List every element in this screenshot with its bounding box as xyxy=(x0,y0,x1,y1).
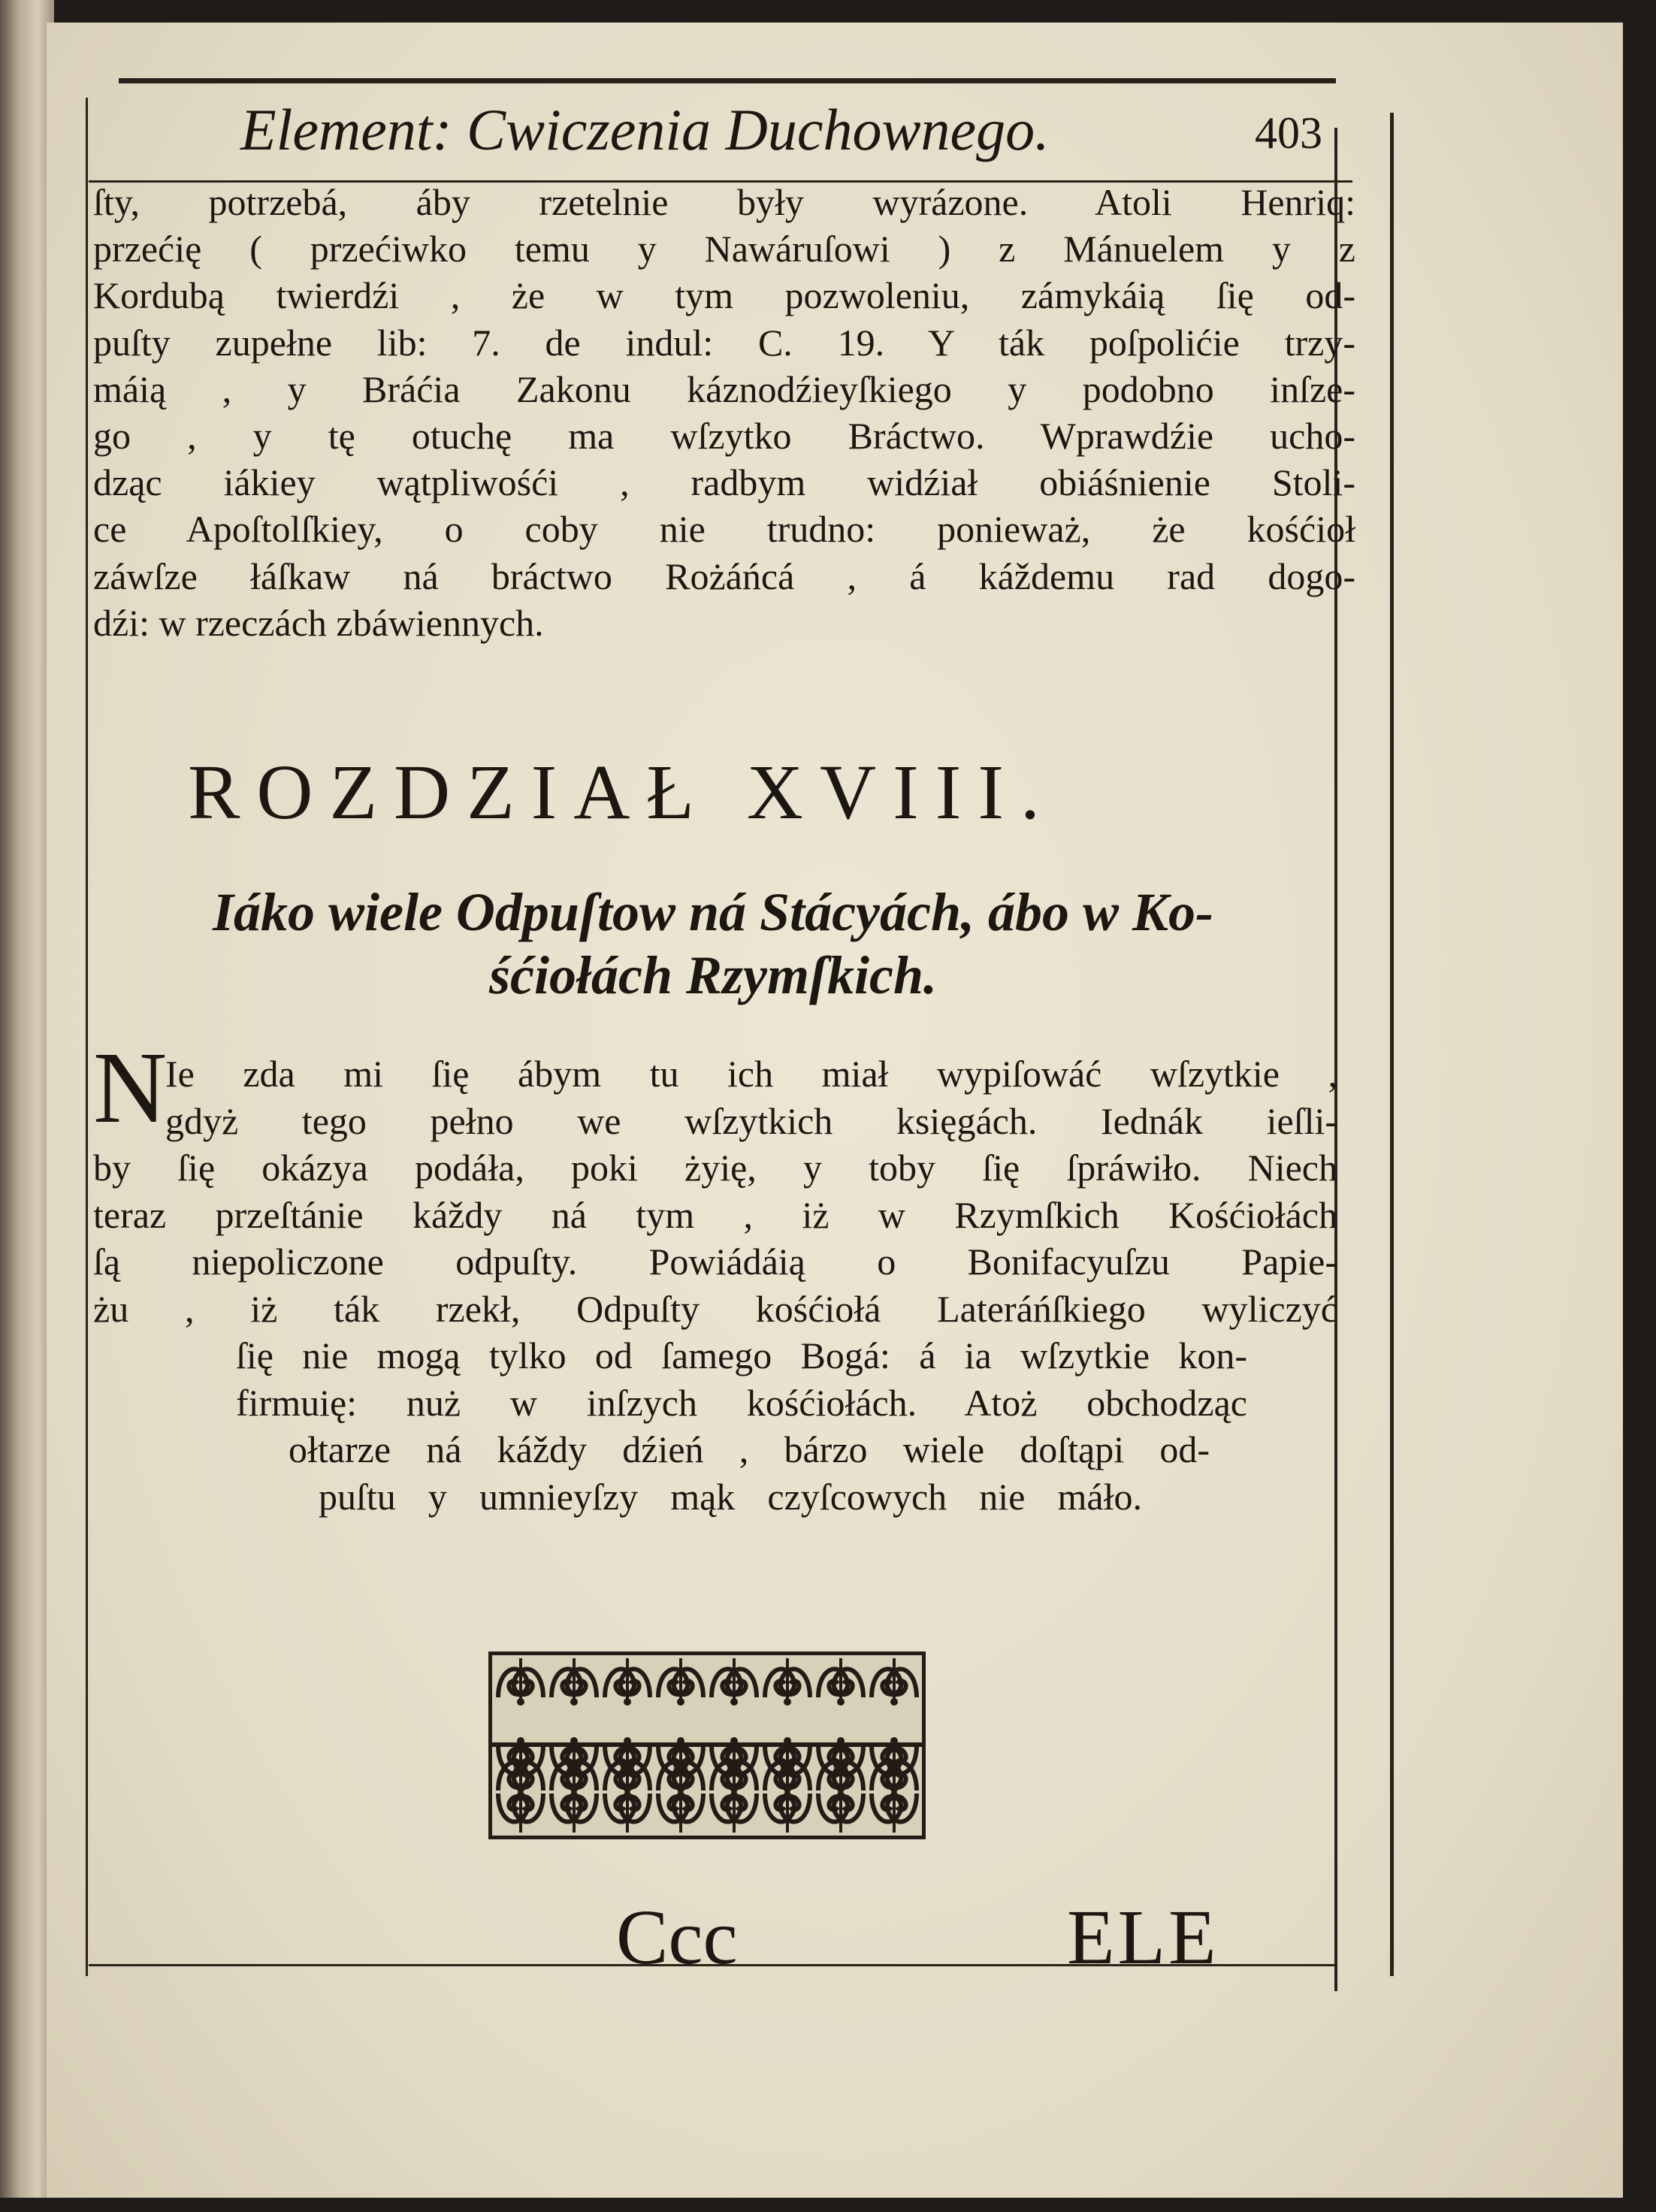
page-number: 403 xyxy=(1255,108,1322,158)
signature-mark: Ccc xyxy=(616,1894,738,1981)
subtitle-line: Iáko wiele Odpuſtow ná Stácyách, ábo w Ko- xyxy=(212,882,1214,942)
printers-ornament xyxy=(488,1651,926,1839)
text-line: firmuię: nuż w inſzych kośćiołách. Atoż obchodząc xyxy=(236,1381,1247,1424)
ornament-row-4 xyxy=(498,1785,917,1833)
text-line: máią , y Bráćia Zakonu káznodźieyſkiego y podobno inſze- xyxy=(93,367,1355,410)
ornament-row-1 xyxy=(498,1658,917,1706)
catchword: ELE xyxy=(1067,1894,1219,1981)
chapter-subtitle xyxy=(93,881,1333,1007)
paragraph-continued xyxy=(93,179,1355,646)
scan-border-right xyxy=(1623,0,1656,2212)
drop-cap: N xyxy=(93,1032,168,1144)
chapter-body xyxy=(93,1050,1337,1520)
subtitle-line: śćiołách Rzymſkich. xyxy=(489,945,937,1005)
text-line: dźi: w rzeczách zbáwiennych. xyxy=(93,601,544,644)
text-line: ſą niepoliczone odpuſty. Powiádáią o Bonifacyuſzu Papie- xyxy=(93,1240,1337,1283)
text-line: ſię nie mogą tylko od ſamego Bogá: á ia wſzytkie kon- xyxy=(236,1334,1247,1376)
text-line: Kordubą twierdźi , że w tym pozwoleniu, zámykáią ſię od- xyxy=(93,274,1355,317)
text-line: dząc iákiey wątpliwośći , radbym widźiał obiáśnienie Stoli- xyxy=(93,461,1355,504)
chapter-title: ROZDZIAŁ XVIII. xyxy=(188,749,1057,836)
text-line: ołtarze ná káždy dźień , bárzo wiele doſtąpi od- xyxy=(289,1428,1210,1470)
running-head xyxy=(240,96,1322,164)
scan-border-bottom xyxy=(0,2198,1656,2212)
frame-rule-outer xyxy=(1390,113,1394,1976)
text-line: żu , iż ták rzekł, Odpuſty kośćiołá Lateráńſkiego wyliczyć xyxy=(93,1287,1337,1330)
text-line: go , y tę otuchę ma wſzytko Bráctwo. Wprawdźie ucho- xyxy=(93,415,1355,458)
text-line: ſty, potrzebá, áby rzetelnie były wyrázone. Atoli Henriq: xyxy=(93,181,1355,223)
text-line: przećię ( przećiwko temu y Nawáruſowi ) z Mánuelem y z xyxy=(93,228,1355,270)
frame-rule-left xyxy=(86,98,88,1976)
scan-border-top xyxy=(0,0,1656,23)
text-line: záwſze łáſkaw ná bráctwo Rożáńcá , á káždemu rad dogo- xyxy=(93,555,1355,597)
text-line: by ſię okázya podáła, poki żyię, y toby ſię ſpráwiło. Niech xyxy=(93,1147,1337,1189)
header-rule-top xyxy=(119,78,1336,83)
text-line: puſtu y umnieyſzy mąk czyſcowych nie máło. xyxy=(319,1475,1142,1518)
text-line: teraz przeſtánie káždy ná tym , iż w Rzymſkich Kośćiołách xyxy=(93,1193,1337,1236)
text-line: ce Apoſtolſkiey, o coby nie trudno: ponieważ, że kośćioł xyxy=(93,508,1355,551)
ornament-pattern xyxy=(492,1655,922,1836)
running-head-title: Element: Cwiczenia Duchownego. xyxy=(240,97,1050,162)
text-line: puſty zupełne lib: 7. de indul: C. 19. Y ták poſpolićie trzy- xyxy=(93,321,1355,364)
text-line: Ie zda mi ſię ábym tu ich miał wypiſowáć wſzytkie , xyxy=(165,1053,1337,1095)
text-line: gdyż tego pełno we wſzytkich księgách. Iednák ieſli- xyxy=(165,1099,1337,1142)
